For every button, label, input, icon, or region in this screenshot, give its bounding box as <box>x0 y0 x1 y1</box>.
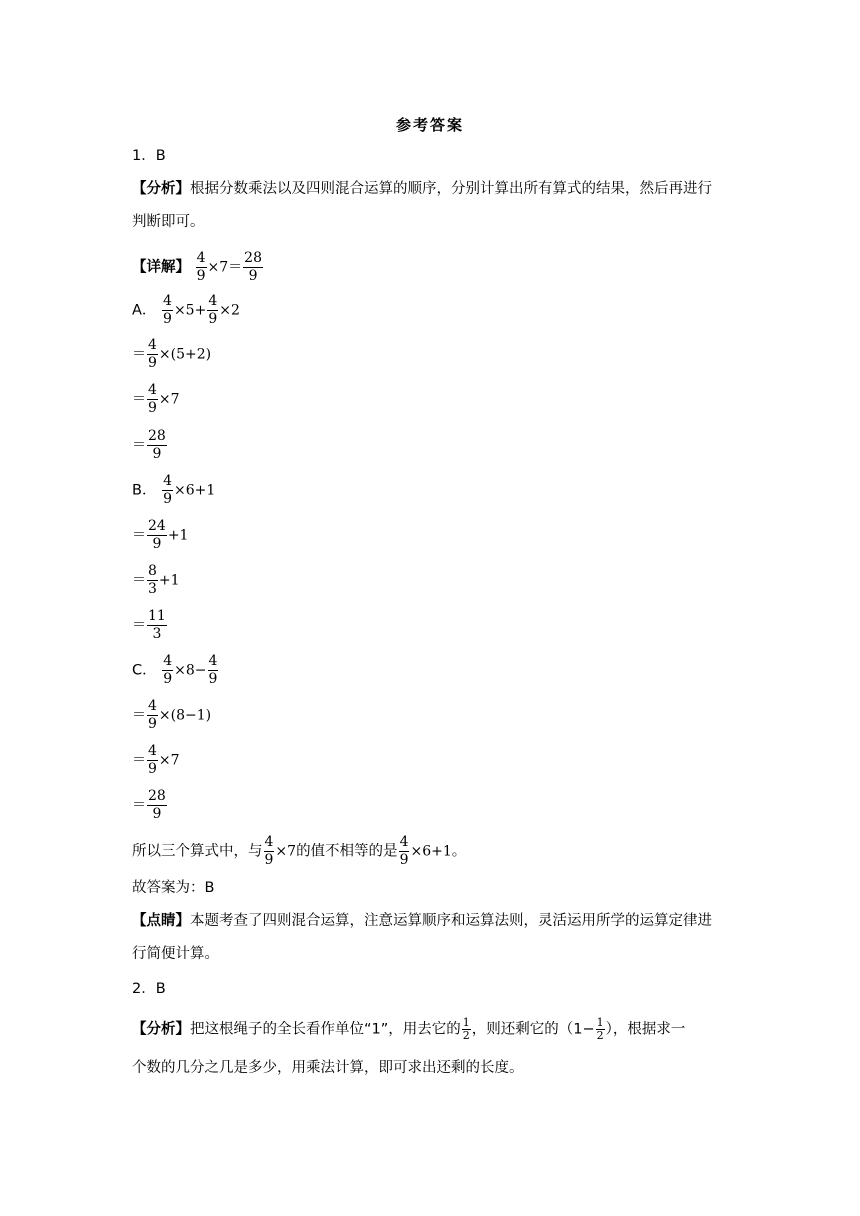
expression: ×6+1 <box>410 843 452 860</box>
fraction: $\frac{4}{9}$ <box>264 834 274 868</box>
option-a-line1 <box>132 293 240 328</box>
fraction: $\frac{1}{2}$ <box>596 1016 604 1042</box>
analysis-tag: 【分析】 <box>132 181 190 197</box>
q1-analysis-cont: 判断即可。 <box>132 214 205 230</box>
q1-review <box>132 911 712 931</box>
analysis-text: 根据分数乘法以及四则混合运算的顺序，分别计算出所有算式的结果，然后再进行 <box>190 181 712 197</box>
fraction: $\frac{28}{9}$ <box>148 428 166 462</box>
fraction: $\frac{4}{9}$ <box>148 337 157 371</box>
option-c-line1 <box>132 653 219 688</box>
option-b-line3: ＝ $\frac{8}{3}$ +1 <box>132 563 180 597</box>
q2-analysis-cont: 个数的几分之几是多少，用乘法计算，即可求出还剩的长度。 <box>132 1060 524 1076</box>
expression: ×(5+2) <box>158 346 212 363</box>
fraction: $\frac{4}{9}$ <box>196 250 206 284</box>
q1-review-cont: 行简便计算。 <box>132 946 219 962</box>
option-a-line2: ＝ $\frac{4}{9}$ ×(5+2) <box>132 337 212 371</box>
expression: ×7＝ <box>207 259 243 276</box>
fraction: $\frac{4}{9}$ <box>399 834 409 868</box>
expression: ×7 <box>158 391 180 408</box>
review-tag: 【点睛】 <box>132 913 190 929</box>
expression: ×8− <box>174 662 207 679</box>
option-label: C． <box>132 662 157 679</box>
expression: ×7 <box>158 752 180 769</box>
option-label: A． <box>132 302 157 319</box>
fraction: $\frac{1}{2}$ <box>462 1016 470 1042</box>
fraction: $\frac{4}{9}$ <box>208 653 218 687</box>
expression: ×(8−1) <box>158 707 212 724</box>
q1-conclusion: 所以三个算式中，与 $\frac{4}{9}$ ×7的值不相等的是 $\frac{4}{9}$ ×6+1。 <box>132 834 467 868</box>
fraction: $\frac{8}{3}$ <box>148 563 157 597</box>
option-c-line4: ＝ $\frac{28}{9}$ <box>132 788 166 822</box>
analysis-tag: 【分析】 <box>132 1021 190 1038</box>
review-text: 本题考查了四则混合运算，注意运算顺序和运算法则，灵活运用所学的运算定律进 <box>190 913 712 929</box>
detail-tag: 【详解】 <box>132 259 190 276</box>
option-a-line4: ＝ $\frac{28}{9}$ <box>132 428 166 462</box>
q1-number: 1．B <box>132 148 166 164</box>
fraction: $\frac{28}{9}$ <box>148 788 166 822</box>
option-a-line3: ＝ $\frac{4}{9}$ ×7 <box>132 382 180 416</box>
option-label: B． <box>132 482 157 499</box>
q1-answer: 故答案为：B <box>132 880 215 896</box>
fraction: $\frac{4}{9}$ <box>148 382 157 416</box>
option-b-line4: ＝ $\frac{11}{3}$ <box>132 608 166 642</box>
expression: ×7 <box>275 843 297 860</box>
option-b-line2: ＝ $\frac{24}{9}$ +1 <box>132 518 189 552</box>
option-c-line2: ＝ $\frac{4}{9}$ ×(8−1) <box>132 698 212 732</box>
q1-analysis <box>132 179 712 199</box>
expression: ×5+ <box>173 302 207 319</box>
fraction: $\frac{4}{9}$ <box>148 743 157 777</box>
fraction: $\frac{4}{9}$ <box>148 698 157 732</box>
expression: +1 <box>167 527 189 544</box>
fraction: $\frac{4}{9}$ <box>208 293 218 327</box>
option-c-line3: ＝ $\frac{4}{9}$ ×7 <box>132 743 180 777</box>
q1-detail <box>132 250 264 285</box>
fraction: $\frac{28}{9}$ <box>244 250 262 284</box>
fraction: $\frac{24}{9}$ <box>148 518 166 552</box>
fraction: $\frac{4}{9}$ <box>163 653 173 687</box>
fraction: $\frac{11}{3}$ <box>148 608 166 642</box>
fraction: $\frac{4}{9}$ <box>163 293 172 327</box>
fraction: $\frac{4}{9}$ <box>163 473 172 507</box>
option-b-line1 <box>132 473 215 508</box>
q2-analysis: 【分析】把这根绳子的全长看作单位“1”，用去它的 $\frac{1}{2}$ ，则还剩它的（1− $\frac{1}{2}$ ），根据求一 <box>132 1016 686 1042</box>
expression: +1 <box>158 572 180 589</box>
expression: ×6+1 <box>173 482 216 499</box>
page-title: 参考答案 <box>395 116 464 134</box>
expression: ×2 <box>219 302 240 319</box>
q2-number: 2．B <box>132 981 166 997</box>
